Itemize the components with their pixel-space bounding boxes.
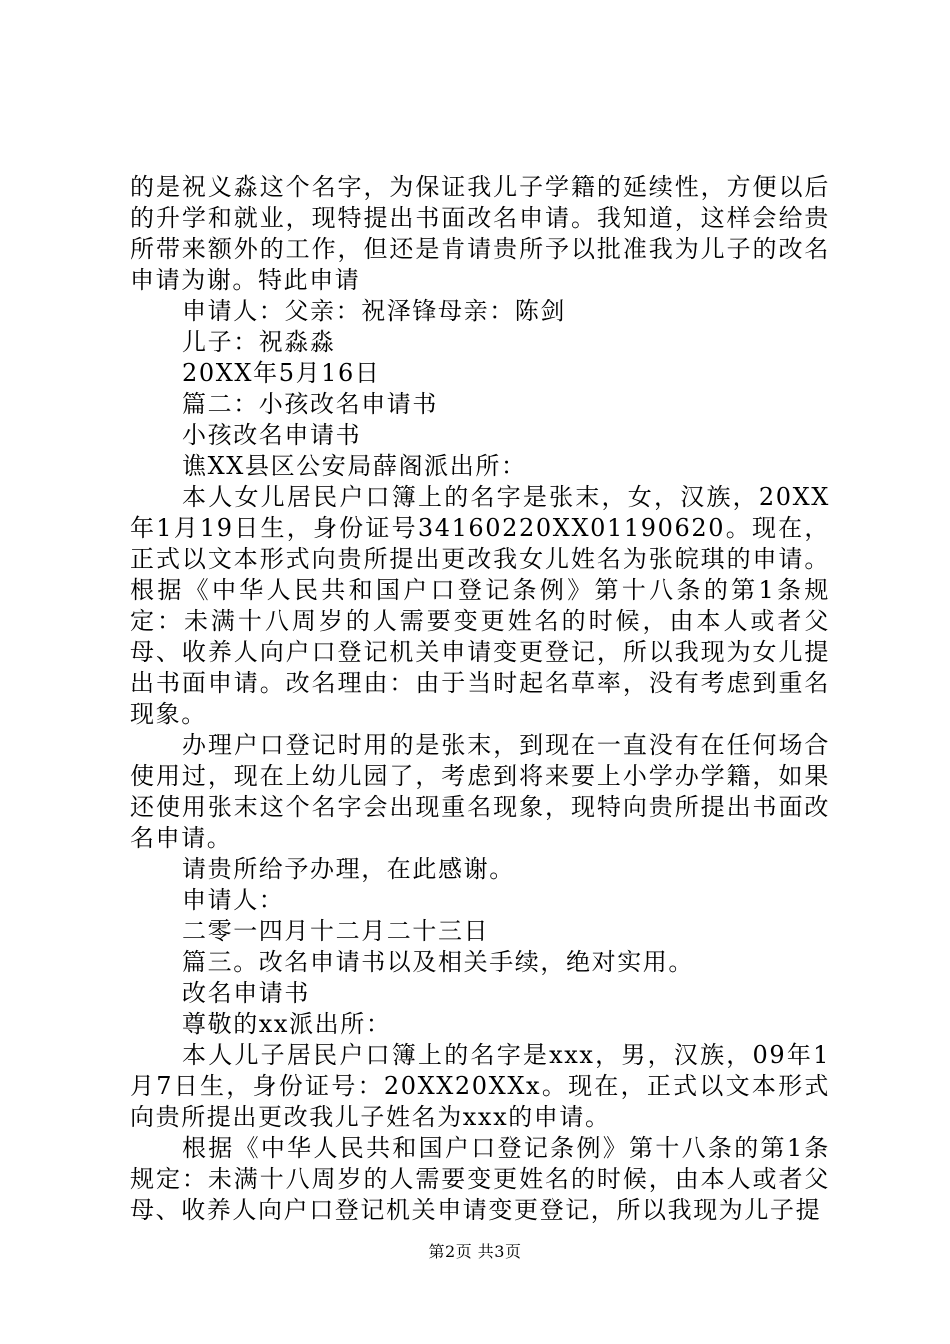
paragraph: 本人女儿居民户口簿上的名字是张末，女，汉族，20XX年1月19日生，身份证号34160220XX01190620。现在，正式以文本形式向贵所提出更改我女儿姓名为张皖琪的申请。根据《中华人民共和国户口登记条例》第十八条的第1条规定：未满十八周岁的人需要变更姓名的时候，由本人或者父母、收养人向户口登记机关申请变更登记，所以我现为女儿提出书面申请。改名理由：由于当时起名草率，没有考虑到重名现象。 [130,483,830,728]
document-body [130,172,830,1226]
paragraph: 的是祝义淼这个名字，为保证我儿子学籍的延续性，方便以后的升学和就业，现特提出书面改名申请。我知道，这样会给贵所带来额外的工作，但还是肯请贵所予以批准我为儿子的改名申请为谢。特此申请 [130,173,830,294]
paragraph: 申请人： [182,886,285,914]
page-footer: 第2页 共3页 [428,1242,522,1261]
paragraph: 办理户口登记时用的是张末，到现在一直没有在任何场合使用过，现在上幼儿园了，考虑到将来要上小学办学籍，如果还使用张末这个名字会出现重名现象，现特向贵所提出书面改名申请。 [130,731,830,852]
paragraph: 小孩改名申请书 [182,421,362,449]
paragraph: 根据《中华人民共和国户口登记条例》第十八条的第1条规定：未满十八周岁的人需要变更姓名的时候，由本人或者父母、收养人向户口登记机关申请变更登记，所以我现为儿子提 [130,1134,830,1224]
paragraph: 谯XX县区公安局薛阁派出所： [182,452,527,480]
paragraph: 儿子：祝淼淼 [182,328,336,356]
paragraph: 篇二：小孩改名申请书 [182,390,438,418]
paragraph: 本人儿子居民户口簿上的名字是xxx，男，汉族，09年1月7日生，身份证号：20XX20XXx。现在，正式以文本形式向贵所提出更改我儿子姓名为xxx的申请。 [130,1041,830,1131]
paragraph: 请贵所给予办理，在此感谢。 [182,855,515,883]
paragraph: 二零一四月十二月二十三日 [182,917,490,945]
paragraph: 篇三。改名申请书以及相关手续，绝对实用。 [182,948,694,976]
paragraph: 申请人：父亲：祝泽锋母亲：陈剑 [182,297,566,325]
paragraph: 尊敬的xx派出所： [182,1010,392,1038]
paragraph: 改名申请书 [182,979,310,1007]
paragraph: 20XX年5月16日 [182,359,381,387]
